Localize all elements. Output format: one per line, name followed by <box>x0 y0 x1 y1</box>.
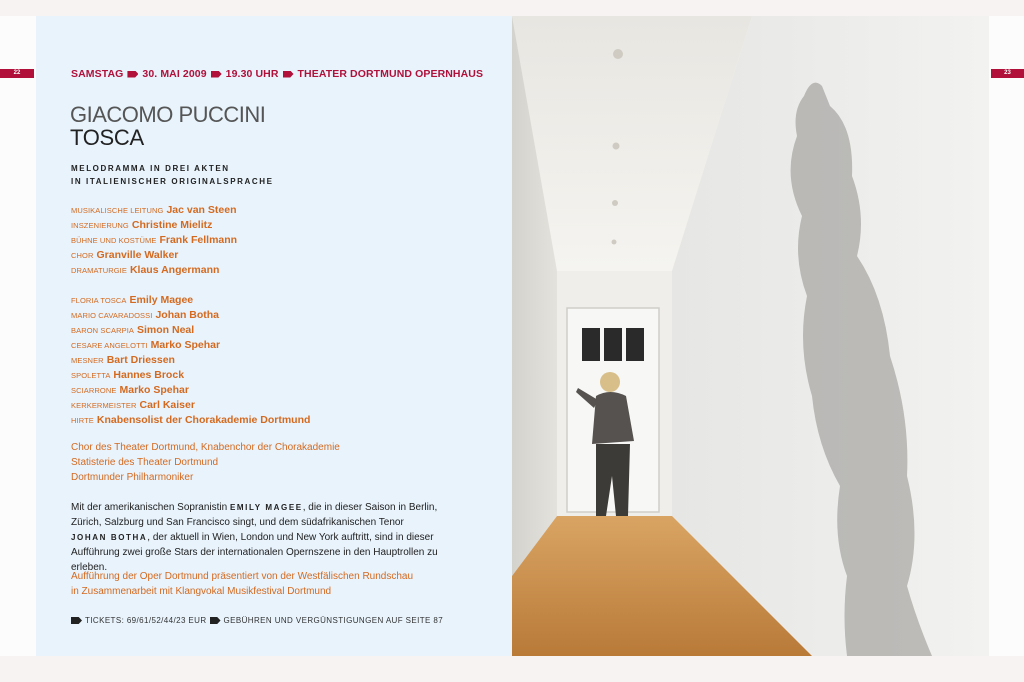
subtitle <box>71 162 274 188</box>
header-time: 19.30 UHR <box>225 68 279 80</box>
ensemble-line: Chor des Theater Dortmund, Knabenchor der Chorakademie <box>71 442 340 453</box>
sponsor-line: Aufführung der Oper Dortmund präsentiert von der Westfälischen Rundschau <box>71 571 414 582</box>
event-header <box>71 68 483 80</box>
door-window <box>604 328 622 361</box>
credit-name: Marko Spehar <box>150 339 221 351</box>
arrow-icon <box>283 71 294 78</box>
ticket-fees: GEBÜHREN UND VERGÜNSTIGUNGEN AUF SEITE 87 <box>223 616 444 625</box>
light-icon <box>612 240 617 245</box>
credit-role: BARON SCARPIA <box>71 326 134 335</box>
credit-role: CHOR <box>71 251 94 260</box>
credit-row <box>71 336 491 351</box>
work-title: TOSCA <box>70 125 144 150</box>
door-window <box>582 328 600 361</box>
ticket-info <box>71 616 443 625</box>
credit-name: Klaus Angermann <box>129 264 220 276</box>
credit-row <box>71 291 491 306</box>
subtitle-line2: IN ITALIENISCHER ORIGINALSPRACHE <box>71 177 274 186</box>
sponsor-note <box>71 569 413 599</box>
photo-illustration <box>512 16 989 656</box>
page-number-right: 23 <box>991 69 1024 78</box>
description-text: , die in dieser Saison in Berlin, Zürich, Salzburg und San Francisco singt, und dem südafrikanischen Tenor <box>71 502 438 528</box>
ensemble-line: Dortmunder Philharmoniker <box>71 472 194 483</box>
credit-role: KERKERMEISTER <box>71 401 137 410</box>
arrow-icon <box>127 71 138 78</box>
credit-role: HIRTE <box>71 416 94 425</box>
credit-row <box>71 201 491 216</box>
light-icon <box>613 143 620 150</box>
credit-role: SCIARRONE <box>71 386 117 395</box>
credit-role: MESNER <box>71 356 104 365</box>
credit-role: DRAMATURGIE <box>71 266 127 275</box>
page-number-left: 22 <box>0 69 34 78</box>
credit-row <box>71 231 491 246</box>
light-icon <box>612 200 618 206</box>
credit-role: FLORIA TOSCA <box>71 296 127 305</box>
credit-name: Knabensolist der Chorakademie Dortmund <box>96 414 311 426</box>
production-team-list <box>71 201 491 276</box>
credit-role: BÜHNE UND KOSTÜME <box>71 236 157 245</box>
header-venue: THEATER DORTMUND OPERNHAUS <box>297 68 484 80</box>
credit-name: Bart Driessen <box>106 354 175 366</box>
credit-name: Simon Neal <box>136 324 195 336</box>
arrow-icon <box>210 617 221 624</box>
right-margin <box>989 16 1024 656</box>
arrow-icon <box>71 617 82 624</box>
credit-row <box>71 381 491 396</box>
credit-name: Carl Kaiser <box>139 399 195 411</box>
credit-row <box>71 351 491 366</box>
credit-row <box>71 216 491 231</box>
ticket-prices: TICKETS: 69/61/52/44/23 EUR <box>85 616 207 625</box>
credit-name: Christine Mielitz <box>131 219 213 231</box>
credit-name: Jac van Steen <box>166 204 237 216</box>
sponsor-line: in Zusammenarbeit mit Klangvokal Musikfestival Dortmund <box>71 586 332 597</box>
credit-row <box>71 246 491 261</box>
composer-name: GIACOMO PUCCINI <box>70 102 266 127</box>
cast-list <box>71 291 491 426</box>
credit-row <box>71 306 491 321</box>
credit-role: MARIO CAVARADOSSI <box>71 311 153 320</box>
credit-name: Frank Fellmann <box>159 234 238 246</box>
description-text: , der aktuell in Wien, London und New York auftritt, sind in dieser Aufführung zwei große Stars der internationalen Opernszene in den Hauptrollen zu erleben. <box>71 532 438 573</box>
hallway-photo <box>512 16 989 656</box>
credit-name: Emily Magee <box>129 294 194 306</box>
credit-role: SPOLETTA <box>71 371 111 380</box>
credit-name: Marko Spehar <box>119 384 189 396</box>
credit-row <box>71 396 491 411</box>
credit-role: INSZENIERUNG <box>71 221 129 230</box>
credit-row <box>71 366 491 381</box>
ensemble-line: Statisterie des Theater Dortmund <box>71 457 219 468</box>
child-head <box>600 372 620 392</box>
singer-name: EMILY MAGEE <box>229 503 303 512</box>
header-day: SAMSTAG <box>71 68 124 80</box>
singer-name: JOHAN BOTHA <box>71 533 148 542</box>
credit-row <box>71 411 491 426</box>
credit-row <box>71 321 491 336</box>
credit-role: MUSIKALISCHE LEITUNG <box>71 206 164 215</box>
credit-name: Granville Walker <box>96 249 179 261</box>
door-window <box>626 328 644 361</box>
light-icon <box>613 49 623 59</box>
credit-name: Johan Botha <box>155 309 220 321</box>
header-date: 30. MAI 2009 <box>142 68 207 80</box>
subtitle-line1: MELODRAMMA IN DREI AKTEN <box>71 164 230 173</box>
description-text: Mit der amerikanischen Sopranistin <box>71 502 230 513</box>
credit-role: CESARE ANGELOTTI <box>71 341 148 350</box>
arrow-icon <box>211 71 222 78</box>
credit-row <box>71 261 491 276</box>
credit-name: Hannes Brock <box>113 369 185 381</box>
description-paragraph <box>71 500 441 575</box>
ensemble-list <box>71 440 340 485</box>
left-margin <box>0 16 36 656</box>
